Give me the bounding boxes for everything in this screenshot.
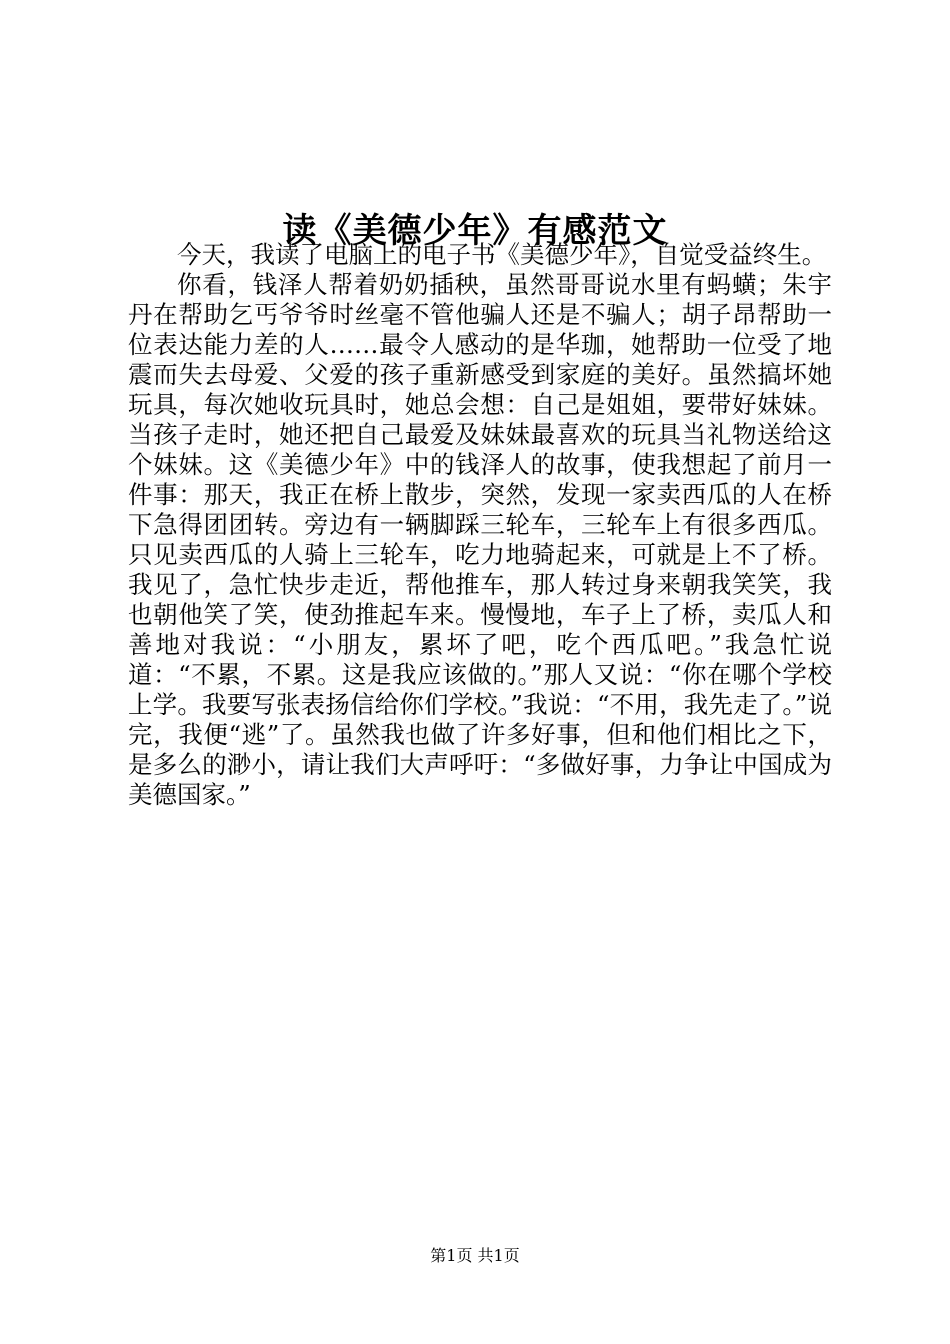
document-body <box>128 240 832 810</box>
document-title: 读《美德少年》有感范文 <box>282 210 668 251</box>
page-footer: 第1页 共1页 <box>430 1246 520 1265</box>
paragraph-1: 今天，我读了电脑上的电子书《美德少年》，自觉受益终生。 <box>177 240 827 269</box>
paragraph-2: 你看，钱泽人帮着奶奶插秧，虽然哥哥说水里有蚂蟥；朱宇丹在帮助乞丐爷爷时丝毫不管他骗人还是不骗人；胡子昂帮助一位表达能力差的人……最令人感动的是华珈，她帮助一位受了地震而失去母爱、父爱的孩子重新感受到家庭的美好。虽然搞坏她玩具，每次她收玩具时，她总会想：自己是姐姐，要带好妹妹。当孩子走时，她还把自己最爱及妹妹最喜欢的玩具当礼物送给这个妹妹。这《美德少年》中的钱泽人的故事，使我想起了前月一件事：那天，我正在桥上散步，突然，发现一家卖西瓜的人在桥下急得团团转。旁边有一辆脚踩三轮车，三轮车上有很多西瓜。只见卖西瓜的人骑上三轮车，吃力地骑起来，可就是上不了桥。我见了，急忙快步走近，帮他推车，那人转过身来朝我笑笑，我也朝他笑了笑，使劲推起车来。慢慢地，车子上了桥，卖瓜人和善地对我说：“小朋友，累坏了吧，吃个西瓜吧。”我急忙说道：“不累，不累。这是我应该做的。”那人又说：“你在哪个学校上学。我要写张表扬信给你们学校。”我说：“不用，我先走了。”说完，我便“逃”了。虽然我也做了许多好事，但和他们相比之下，是多么的渺小，请让我们大声呼吁：“多做好事，力争让中国成为美德国家。” <box>128 270 832 809</box>
